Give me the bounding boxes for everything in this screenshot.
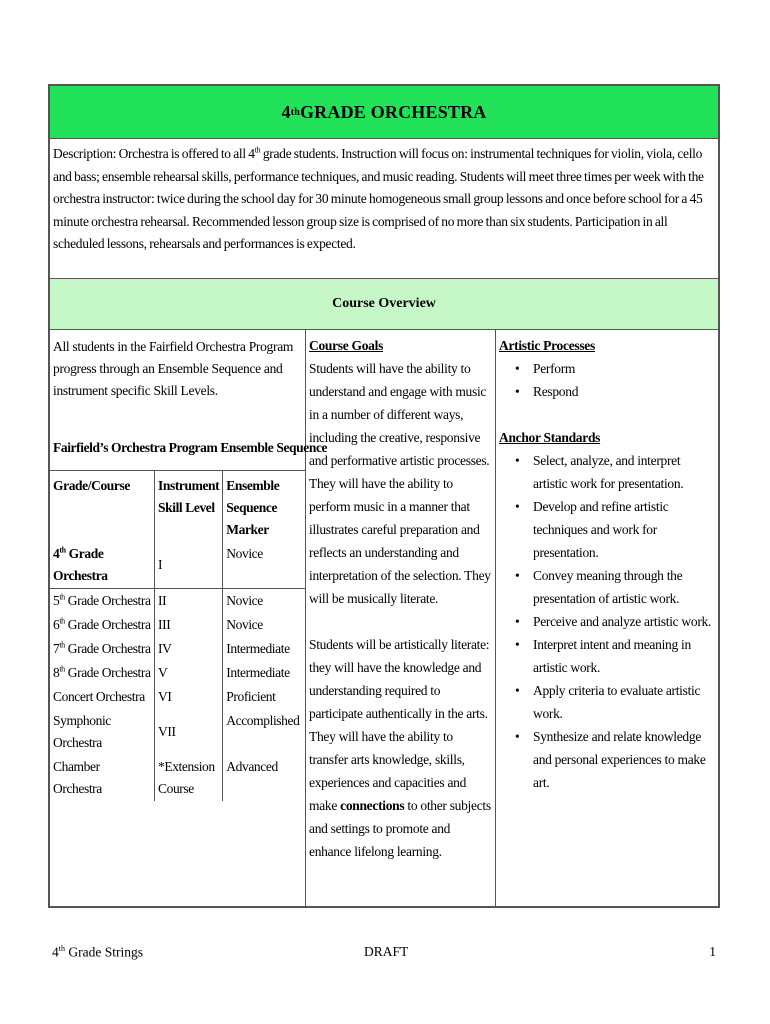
document-frame bbox=[48, 84, 720, 908]
table-row bbox=[50, 661, 306, 685]
grade-cell: Symphonic Orchestra bbox=[50, 709, 155, 755]
table-row bbox=[50, 613, 306, 637]
artistic-processes-section bbox=[496, 330, 718, 794]
course-overview-heading: Course Overview bbox=[50, 279, 718, 330]
marker-cell: Novice bbox=[226, 617, 263, 632]
description-rest: grade students. Instruction will focus on: instrumental techniques for violin, viola, cello and bass; ensemble rehearsal skills, performance techniques, and music reading. Students will meet three times per week with the orchestra instructor: twice during the school day for 30 minute homogeneous small group lessons and once before school for a 45 minute orchestra rehearsal. Recommended lesson group size is comprised of no more than six students. Participation in all scheduled lessons, rehearsals and performances is expected. bbox=[53, 146, 704, 251]
course-goals-heading: Course Goals bbox=[309, 338, 384, 353]
footer-page-number: 1 bbox=[709, 944, 716, 959]
grade-cell: 4th Grade Orchestra bbox=[50, 542, 155, 589]
course-goals-section bbox=[306, 330, 495, 863]
title-number: 4 bbox=[281, 101, 291, 122]
table-row bbox=[50, 709, 306, 755]
list-item: • Apply criteria to evaluate artistic work. bbox=[533, 679, 715, 725]
course-goals-column bbox=[306, 330, 496, 908]
skill-cell: VI bbox=[155, 685, 223, 709]
table-header-row bbox=[50, 471, 306, 543]
skill-cell: III bbox=[155, 613, 223, 637]
list-item: • Perceive and analyze artistic work. bbox=[533, 610, 715, 633]
marker-cell: Intermediate bbox=[226, 641, 290, 656]
program-intro: All students in the Fairfield Orchestra Program progress through an Ensemble Sequence and instrument specific Skill Levels. bbox=[53, 339, 294, 398]
list-item: • Select, analyze, and interpret artistic work for presentation. bbox=[533, 449, 715, 495]
table-row bbox=[50, 589, 306, 614]
footer-draft-label: DRAFT bbox=[364, 944, 409, 959]
anchor-standards-heading: Anchor Standards bbox=[499, 430, 601, 445]
skill-cell: I bbox=[155, 542, 223, 589]
standards-column bbox=[496, 330, 718, 908]
header-grade: Grade/Course bbox=[50, 471, 155, 543]
skill-cell: *Extension Course bbox=[155, 755, 223, 801]
ensemble-sequence-table bbox=[50, 470, 306, 801]
course-goals-paragraph-2: Students will be artistically literate: they will have the knowledge and understanding required to participate authentically in the arts. They will have the ability to transfer arts knowledge, skills, experiences and capacities and make connections to other subjects and settings to promote and enhance lifelong learning. bbox=[309, 637, 491, 859]
list-item: • Convey meaning through the presentation of artistic work. bbox=[533, 564, 715, 610]
table-row bbox=[50, 542, 306, 589]
marker-cell: Intermediate bbox=[226, 665, 290, 680]
list-item: • Develop and refine artistic techniques and work for presentation. bbox=[533, 495, 715, 564]
list-item: • Synthesize and relate knowledge and personal experiences to make art. bbox=[533, 725, 715, 794]
title-ordinal: th bbox=[290, 106, 300, 118]
course-goals-paragraph-1: Students will have the ability to understand and engage with music in a number of different ways, including the creative, responsive and performative artistic processes. They will have the ability to perform music in a manner that illustrates careful preparation and reflects an understanding and interpretation of the selection. They will be musically literate. bbox=[309, 361, 491, 606]
skill-cell: II bbox=[155, 589, 223, 614]
grade-cell: Chamber Orchestra bbox=[50, 755, 155, 801]
footer-course-name: 4th Grade Strings bbox=[52, 944, 143, 960]
description-ordinal: th bbox=[254, 145, 261, 155]
header-skill: Instrument Skill Level bbox=[155, 471, 223, 543]
grade-cell: 7th Grade Orchestra bbox=[50, 637, 155, 661]
table-row bbox=[50, 637, 306, 661]
ensemble-sequence-title: Fairfield’s Orchestra Program Ensemble Sequence bbox=[53, 440, 328, 455]
page-footer bbox=[48, 944, 720, 968]
ensemble-sequence-column bbox=[50, 330, 328, 908]
overview-columns bbox=[50, 330, 718, 908]
table-row bbox=[50, 755, 306, 801]
title-text: GRADE ORCHESTRA bbox=[299, 101, 487, 122]
list-item: • Perform bbox=[533, 357, 715, 380]
artistic-processes-list bbox=[499, 357, 715, 403]
list-item: • Interpret intent and meaning in artistic work. bbox=[533, 633, 715, 679]
grade-cell: Concert Orchestra bbox=[50, 685, 155, 709]
skill-cell: V bbox=[155, 661, 223, 685]
marker-cell: Advanced bbox=[226, 759, 278, 774]
artistic-processes-heading: Artistic Processes bbox=[499, 338, 595, 353]
anchor-standards-list bbox=[499, 449, 715, 794]
skill-cell: IV bbox=[155, 637, 223, 661]
course-description bbox=[50, 139, 718, 279]
table-row bbox=[50, 685, 306, 709]
list-item: • Respond bbox=[533, 380, 715, 403]
marker-cell: Proficient bbox=[226, 689, 276, 704]
grade-cell: 6th Grade Orchestra bbox=[50, 613, 155, 637]
grade-cell: 5th Grade Orchestra bbox=[50, 589, 155, 614]
grade-cell: 8th Grade Orchestra bbox=[50, 661, 155, 685]
skill-cell: VII bbox=[155, 709, 223, 755]
header-marker: Ensemble Sequence Marker bbox=[223, 471, 306, 543]
marker-cell: Novice bbox=[223, 589, 306, 614]
description-start: Description: Orchestra is offered to all 4 bbox=[53, 146, 255, 161]
page-title bbox=[50, 86, 718, 139]
connections-emphasis: connections bbox=[340, 798, 405, 813]
marker-cell: Accomplished bbox=[226, 713, 300, 728]
marker-cell: Novice bbox=[226, 546, 263, 561]
